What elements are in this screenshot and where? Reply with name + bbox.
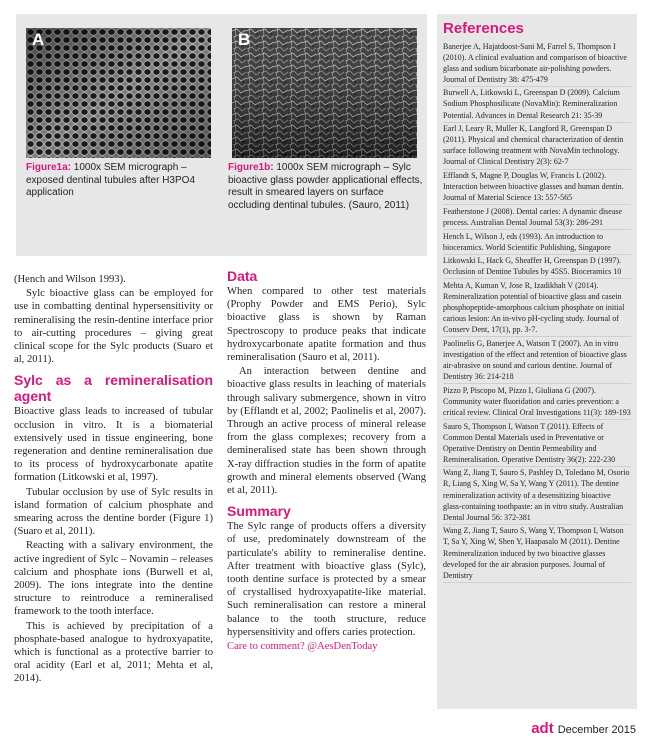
- reference-item: Mehta A, Kuman V, Jose R, Izadikhah V (2014). Remineralization potential of bioactive glass and casein phosphopeptide-amorphous calcium phosphate on initial carious lesion: An in-vivo pH-cycling study. Journal of Conserv Dent, 17(1), pp. 3-7.: [443, 279, 631, 337]
- reference-item: Litkowski L, Hack G, Sheaffer H, Greenspan D (1997). Occlusion of Dentine Tubules by 45S5. Bioceramics 10: [443, 255, 631, 280]
- figure-1b-caption: Figure1b: 1000x SEM micrograph – Sylc bioactive glass powder applicational effects, result in smeared layers on surface occluding dentinal tubules. (Sauro, 2011): [228, 162, 423, 211]
- reference-item: Featherstone J (2008). Dental caries: A dynamic disease process. Australian Dental Journal 53(3): 286-291: [443, 205, 631, 230]
- issue-date: December 2015: [557, 724, 636, 736]
- body-paragraph: This is achieved by precipitation of a phosphate-based analogue to hydroxyapatite, which is functional as a protective barrier to oral acidity (Earl et al, 2011; Mehta et al, 2014).: [14, 620, 213, 685]
- reference-item: Burwell A, Litkowski L, Greenspan D (2009). Calcium Sodium Phosphosilicate (NovaMin): Remineralization Potential. Advances in Dental Research 21: 35-39: [443, 87, 631, 123]
- reference-item: Wang Z, Jiang T, Sauro S, Pashley D, Toledano M, Osorio R, Liang S, Xing W, Sa Y, Wang Y (2011). The dentine remineralization activity of a desensitizing bioactive glass-containing toothpaste: an in vitro study. Australian Dental Journal 56: 372-381: [443, 467, 631, 525]
- section-heading-remineralisation: Sylc as a remineralisation agent: [14, 372, 213, 405]
- reference-item: Pizzo P, Piscopo M, Pizzo I, Giuliana G (2007). Community water fluoridation and caries prevention: a critical review. Clinical Oral Investigations 11(3): 189-193: [443, 384, 631, 420]
- section-heading-data: Data: [227, 268, 258, 284]
- references-panel: [437, 14, 637, 709]
- body-paragraph: When compared to other test materials (Prophy Powder and EMS Perio), Sylc bioactive glass is shown by Raman Spectroscopy to produce peaks that indicate hydroxycarbonate apatite formation and thus remineralisation (Sauro et al, 2011).: [227, 286, 426, 364]
- reference-item: Efflandt S, Magne P, Douglas W, Francis L (2002). Interaction between bioactive glasses and human dentin. Journal of Material Science 13: 557-565: [443, 170, 631, 206]
- micrograph-b-image: [232, 28, 417, 158]
- reference-item: Sauro S, Thompson I, Watson T (2011). Effects of Common Dental Materials used in Preventative or Operative Dentistry on Dentin Permeability and Remineralisation. Operative Dentistry 36(2): 222-230: [443, 420, 631, 467]
- body-paragraph: Tubular occlusion by use of Sylc results in island formation of calcium phosphate and smearing across the dentine border (Figure 1) (Suaro et al, 2011).: [14, 486, 213, 538]
- middle-column: [227, 268, 426, 653]
- body-paragraph: (Hench and Wilson 1993).: [14, 274, 126, 285]
- body-paragraph: The Sylc range of products offers a diversity of use, predominately downstream of the particulate's ability to remineralise dentine. After treatment with bioactive glass (Sylc), tooth dentine surface is protected by a smear of crystallised hydroxyapatite-like material. Such remineralisation can restore a mineral balance to the tooth structure, reduce hypersensitivity and offers caries protection.: [227, 521, 426, 638]
- panel-letter: B: [238, 30, 251, 49]
- reference-item: Wang Z, Jiang T, Sauro S, Wang Y, Thompson I, Watson T, Sa Y, Xing W, Shen Y, Haapasalo M (2011). Dentine Remineralization induced by two bioactive glasses developed for the air abrasion purposes. Journal of Dentistry: [443, 525, 631, 583]
- brand-logo: adt: [531, 720, 554, 737]
- references-heading: References: [443, 20, 524, 37]
- comment-prompt: Care to comment? @AesDenToday: [227, 641, 378, 653]
- body-paragraph: Bioactive glass leads to increased of tubular occlusion in vitro. It is a biomaterial extensively used in tissue engineering, bone regeneration and dentine remineralisation due to its process of hydroxycarbonate apatite formation (Litkowski et al, 1997).: [14, 406, 213, 484]
- reference-item: Hench L, Wilson J, eds (1993). An introduction to bioceramics. World Scientific Publishing, Singapore: [443, 230, 631, 255]
- body-paragraph: Reacting with a salivary environment, the active ingredient of Sylc – Novamin – releases calcium and phosphate ions (Burwell et al, 2009). The ions integrate into the dentine structure to reintroduce a remineralised framework to the tooth interface.: [14, 540, 213, 618]
- page-footer: [531, 720, 636, 737]
- figure-panel: [16, 14, 427, 256]
- reference-item: Earl J, Leary R, Muller K, Langford R, Greenspan D (2011). Physical and chemical characterization of dentin surface following treatment with NovaMin technology. Journal of Clinical Dentistry 2(3): 62-7: [443, 123, 631, 170]
- micrograph-a-image: [26, 28, 211, 158]
- body-paragraph: An interaction between dentine and bioactive glass results in leaching of materials through salivary submergence, shown in vitro by (Efflandt et al, 2002; Paolinelis et al, 2007). Through an active process of mineral release from the glass complexes; recovery from a demineralised state has been shown through X-ray diffraction studies in the form of apatite growth and mineral elements observed (Wang et al, 2011).: [227, 366, 426, 497]
- body-paragraph: Sylc bioactive glass can be employed for use in combatting dentinal hypersensitivity or remineralising the resin-dentine interface prior to air-cutting procedures – giving great clinical scope for the Sylc products (Suaro et al, 2011).: [14, 288, 213, 366]
- figure-1a-caption: Figure1a: 1000x SEM micrograph – exposed dentinal tubules after H3PO4 application: [26, 162, 195, 198]
- panel-letter: A: [32, 30, 45, 49]
- section-heading-summary: Summary: [227, 503, 291, 520]
- left-column: [14, 273, 213, 687]
- reference-list: [437, 40, 637, 583]
- reference-item: Banerjee A, Hajatdoost-Sani M, Farrel S, Thompson I (2010). A clinical evaluation and comparison of bioactive glass and sodium bicarbonate air-polishing powders. Journal of Dentistry 38: 475-479: [443, 40, 631, 87]
- sem-micrograph-b: [232, 28, 417, 158]
- reference-item: Paolinelis G, Banerjee A, Watson T (2007). An in vitro investigation of the effect and retention of bioactive glass air-abrasive on sound and carious dentine. Journal of Dentistry 36: 214-218: [443, 337, 631, 384]
- sem-micrograph-a: [26, 28, 211, 158]
